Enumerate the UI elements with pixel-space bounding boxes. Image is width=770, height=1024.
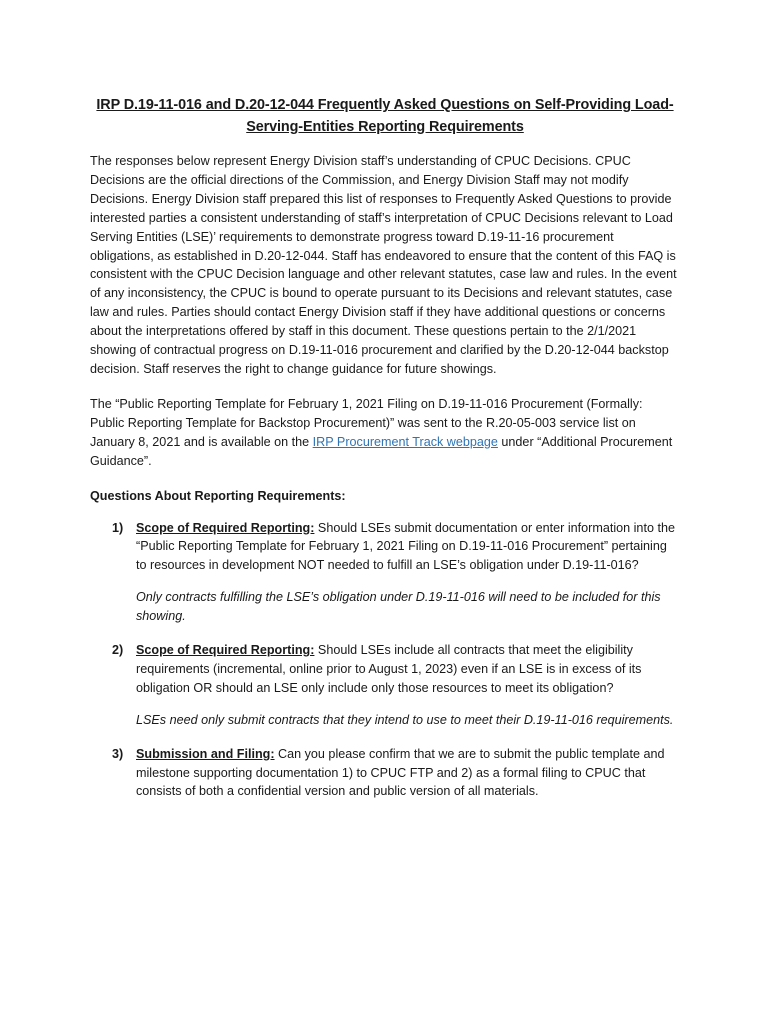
faq-question-label: Scope of Required Reporting: [136, 643, 315, 658]
faq-question [136, 745, 680, 802]
faq-question-label: Scope of Required Reporting: [136, 520, 315, 535]
faq-item-2 [90, 641, 680, 730]
faq-question [136, 641, 680, 698]
irp-procurement-track-link[interactable]: IRP Procurement Track webpage [312, 434, 498, 449]
section-heading: Questions About Reporting Requirements: [90, 488, 346, 503]
faq-answer: LSEs need only submit contracts that they intend to use to meet their D.19-11-016 requirements. [136, 712, 674, 727]
document-page [90, 94, 680, 816]
faq-item-3 [90, 745, 680, 802]
faq-number: 3) [112, 746, 124, 761]
page-title: IRP D.19-11-016 and D.20-12-044 Frequently Asked Questions on Self-Providing Load-Serving-Entities Reporting Requirements [96, 97, 674, 135]
template-paragraph-suffix: under “Additional Procurement Guidance”. [90, 434, 673, 468]
faq-question [136, 519, 680, 576]
intro-paragraph: The responses below represent Energy Division staff’s understanding of CPUC Decisions. CPUC Decisions are the official directions of the Commission, and Energy Division Staff may not modify Decisions. Energy Division staff prepared this list of responses to Frequently Asked Questions to provide interested parties a consistent understanding of staff’s interpretation of CPUC Decisions relevant to Load Serving Entities (LSE)’ requirements to demonstrate progress toward D.19-11-16 procurement obligations, as established in D.20-12-044. Staff has endeavored to ensure that the content of this FAQ is consistent with the CPUC Decision language and other relevant statutes, case law and rules. In the event of any inconsistency, the CPUC is bound to operate pursuant to its Decisions and relevant statutes, case law and rules. Parties should contact Energy Division staff if they have additional questions or concerns about the interpretations offered by staff in this document. These questions pertain to the 2/1/2021 showing of contractual progress on D.19-11-016 procurement and clarified by the D.20-12-044 backstop decision. Staff reserves the right to change guidance for future showings. [90, 154, 677, 376]
template-paragraph-text: The “Public Reporting Template for February 1, 2021 Filing on D.19-11-016 Procurement (Formally: Public Reporting Template for Backstop Procurement)” was sent to the R.20-05-003 service list on January 8, 2021 and is available on the [90, 396, 643, 449]
template-paragraph [90, 395, 680, 471]
faq-question-text: Should LSEs include all contracts that meet the eligibility requirements (incremental, online prior to August 1, 2023) even if an LSE is in excess of its obligation OR should an LSE only include only those resources to meet its obligation? [136, 643, 642, 695]
faq-number: 1) [112, 520, 124, 535]
faq-question-text: Should LSEs submit documentation or enter information into the “Public Reporting Template for February 1, 2021 Filing on D.19-11-016 Procurement” pertaining to resources in development NOT needed to fulfill an LSE’s obligation under D.19-11-016? [136, 520, 675, 573]
faq-answer: Only contracts fulfilling the LSE’s obligation under D.19-11-016 will need to be included for this showing. [136, 590, 661, 624]
faq-number: 2) [112, 643, 124, 658]
faq-item-1 [90, 519, 680, 627]
faq-question-text: Can you please confirm that we are to submit the public template and milestone supporting documentation 1) to CPUC FTP and 2) as a formal filing to CPUC that consists of both a confidential version and public version of all materials. [136, 746, 665, 799]
faq-question-label: Submission and Filing: [136, 746, 275, 761]
